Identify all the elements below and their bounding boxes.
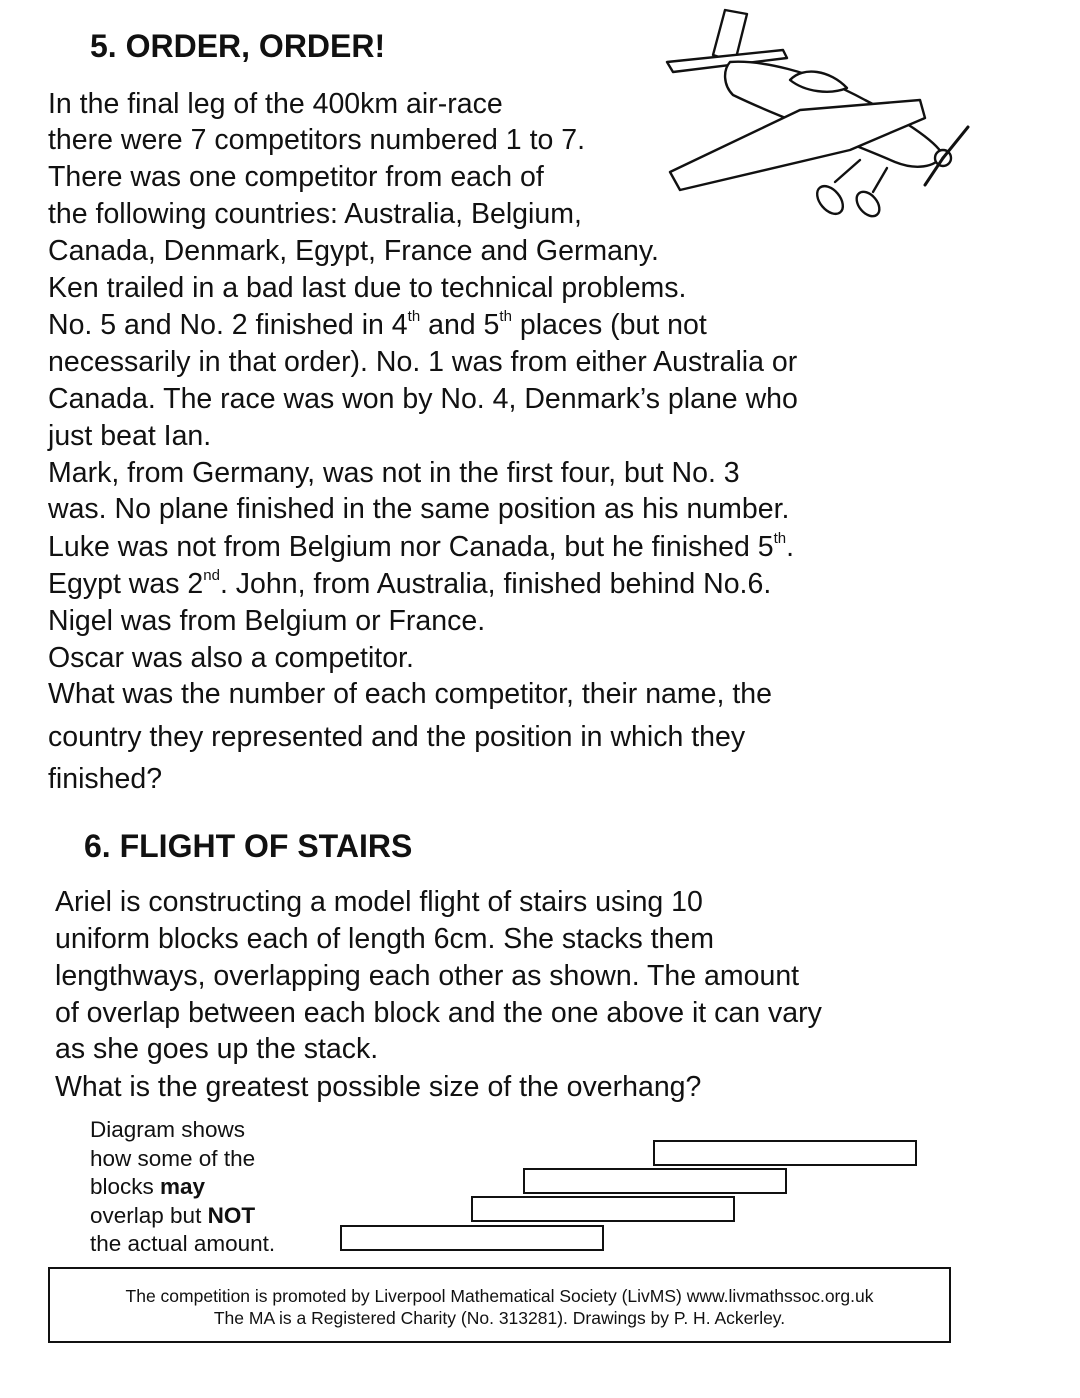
q5-line: was. No plane finished in the same position as his number. — [48, 493, 790, 525]
q5-line: the following countries: Australia, Belgium, — [48, 198, 582, 230]
q5-line: Egypt was 2nd. John, from Australia, finished behind No.6. — [48, 567, 772, 600]
q6-line: uniform blocks each of length 6cm. She stacks them — [55, 923, 714, 955]
stair-block-bottom — [340, 1225, 604, 1251]
q5-line: just beat Ian. — [48, 420, 212, 452]
stair-block-top — [653, 1140, 917, 1166]
q5-line: Nigel was from Belgium or France. — [48, 605, 486, 637]
q5-line: Canada. The race was won by No. 4, Denmark’s plane who — [48, 383, 798, 415]
q6-line: as she goes up the stack. — [55, 1033, 379, 1065]
q6-line: lengthways, overlapping each other as shown. The amount — [55, 960, 800, 992]
footer-line: The MA is a Registered Charity (No. 313281). Drawings by P. H. Ackerley. — [213, 1308, 786, 1328]
diagram-caption: Diagram shows how some of the blocks may overlap but NOT the actual amount. — [90, 1117, 276, 1257]
q5-question-line: country they represented and the position in which they — [48, 721, 746, 753]
q5-line: There was one competitor from each of — [48, 161, 544, 193]
footer-line: The competition is promoted by Liverpool Mathematical Society (LivMS) www.livmathssoc.org.uk — [125, 1286, 874, 1306]
q5-line: there were 7 competitors numbered 1 to 7. — [48, 124, 586, 156]
airplane-drawing — [625, 0, 980, 235]
q5-line: Oscar was also a competitor. — [48, 642, 414, 674]
q5-question-line: What was the number of each competitor, their name, the — [48, 678, 772, 710]
footer-box — [48, 1267, 951, 1343]
q5-title: 5. ORDER, ORDER! — [90, 28, 386, 64]
stair-block — [523, 1168, 787, 1194]
q6-line: Ariel is constructing a model flight of stairs using 10 — [55, 886, 703, 918]
q6-title: 6. FLIGHT OF STAIRS — [84, 828, 413, 864]
q6-line: of overlap between each block and the one above it can vary — [55, 997, 822, 1029]
q5-line: Luke was not from Belgium nor Canada, but he finished 5th. — [48, 530, 795, 563]
q5-line: Canada, Denmark, Egypt, France and Germany. — [48, 235, 659, 267]
q5-line: Mark, from Germany, was not in the first four, but No. 3 — [48, 457, 740, 489]
q5-line: No. 5 and No. 2 finished in 4th and 5th places (but not — [48, 308, 707, 341]
q5-line: necessarily in that order). No. 1 was from either Australia or — [48, 346, 798, 378]
q6-question: What is the greatest possible size of the overhang? — [55, 1071, 702, 1103]
q5-line: Ken trailed in a bad last due to technical problems. — [48, 272, 687, 304]
q5-question-line: finished? — [48, 763, 163, 795]
q5-line: In the final leg of the 400km air-race — [48, 88, 503, 120]
stair-block — [471, 1196, 735, 1222]
